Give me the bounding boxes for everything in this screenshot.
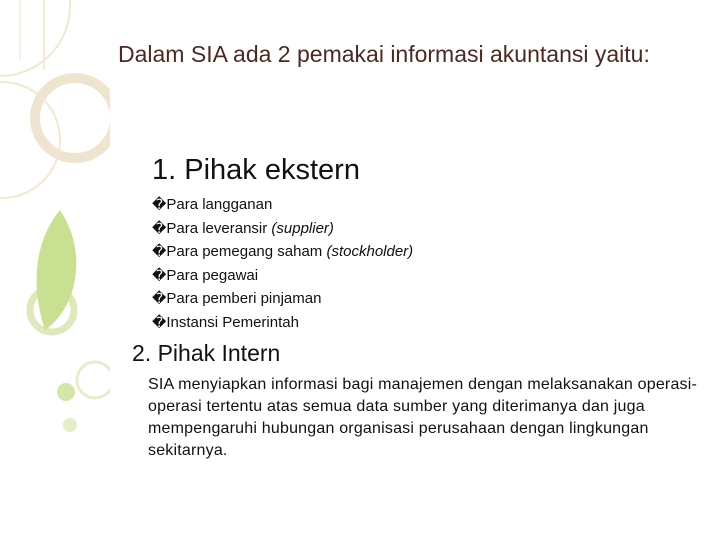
slide-title: Dalam SIA ada 2 pemakai informasi akuntansi yaitu: [118, 41, 650, 67]
list-item-note: (supplier) [271, 219, 334, 237]
list-item-text: Para langganan [166, 196, 273, 213]
deco-ring-faint [77, 362, 110, 398]
section-heading-ekstern: 1. Pihak ekstern [152, 154, 360, 186]
list-item-text: Instansi Pemerintah [166, 313, 299, 331]
list-item-text: Para pemberi pinjaman [166, 290, 322, 307]
list-item-text: Para leveransir [166, 219, 272, 237]
list-item [152, 193, 413, 217]
deco-dot-1 [57, 383, 75, 401]
list-item [152, 217, 413, 241]
bullet-marker: � [152, 219, 167, 236]
deco-ring-small [0, 82, 60, 198]
bullet-marker: � [152, 243, 167, 259]
bullet-marker: � [152, 266, 167, 283]
leaf-shape [37, 210, 77, 330]
list-item [152, 287, 413, 311]
section-heading-intern: 2. Pihak Intern [132, 340, 281, 366]
decorative-circles [0, 0, 110, 540]
bullet-marker: � [152, 196, 167, 212]
deco-dot-2 [63, 418, 77, 432]
external-users-list [152, 193, 413, 334]
list-item-note: (stockholder) [326, 243, 414, 260]
section-intern-body: SIA menyiapkan informasi bagi manajemen dengan melaksanakan operasi-operasi tertentu atas semua data sumber yang diterimanya dan juga mempengaruhi hubungan organisasi perusahaan dengan lingkungan sekitarnya. [148, 376, 698, 459]
list-item [152, 311, 413, 335]
deco-ring-tan [35, 78, 110, 158]
bullet-marker: � [152, 290, 167, 306]
list-item [152, 264, 413, 288]
list-item-text: Para pegawai [166, 266, 259, 284]
bullet-marker: � [152, 313, 167, 330]
deco-ring-top [0, 0, 70, 76]
list-item [152, 240, 413, 264]
list-item-text: Para pemegang saham [166, 243, 327, 260]
